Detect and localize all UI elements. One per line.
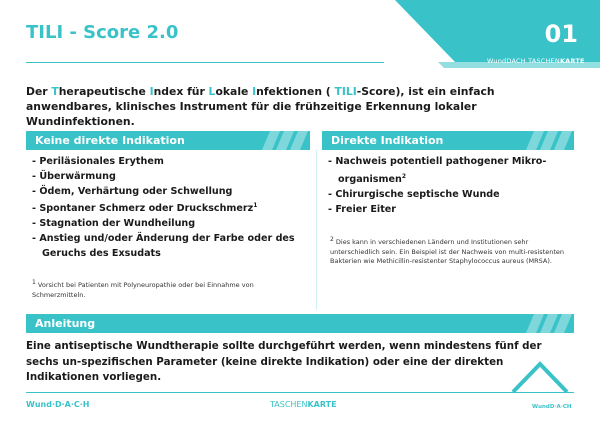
list-item: - Stagnation der Wundheilung — [32, 218, 196, 230]
guidance-text: Eine antiseptische Wundtherapie sollte durchgeführt werden, wenn mindestens fünf der sechs un-spezifischen Parameter (keine direkte Indikation) oder eine der direkten Indikationen vorliegen. — [26, 340, 542, 383]
section-heading-direct-indication: Direkte Indikation — [322, 131, 574, 150]
footer-divider — [26, 392, 574, 393]
list-item: - Freier Eiter — [328, 203, 397, 215]
list-item: - Spontaner Schmerz oder Druckschmerz$^1$ — [32, 202, 258, 215]
no-direct-indication-list — [32, 155, 302, 262]
intro-paragraph: Der Therapeutische Index für Lokale Infektionen ( TILI-Score), ist ein einfach anwendbares, klinisches Instrument für die frühzeitige Erkennung lokaler Wundinfektionen. — [26, 85, 495, 128]
title-divider — [26, 62, 384, 63]
direct-indication-list — [328, 155, 573, 217]
footnote-2: $^2$ Dies kann in verschiedenen Ländern und Institutionen sehr unterschiedlich sein. Ein Beispiel ist der Nachweis von multi-resistenten Bakterien wie Methicillin-resistenter Staphylococcus aureus (MRSA). — [330, 236, 565, 266]
list-item: - Überwärmung — [32, 170, 116, 182]
stripe-decoration — [514, 131, 574, 150]
card-number: 01 — [544, 20, 578, 48]
section-heading-guidance: Anleitung — [26, 314, 574, 333]
footer-brand: Wund·D·A·C·H — [26, 400, 90, 409]
footer-card-type: TASCHENKARTE — [270, 400, 337, 409]
stripe-decoration — [514, 314, 574, 333]
corner-label: WundDACH TASCHENKARTE — [487, 57, 585, 65]
section-heading-no-direct-indication: Keine direkte Indikation — [26, 131, 310, 150]
list-item: - Chirurgische septische Wunde — [328, 188, 500, 200]
footer-logo-text: WundD·A·CH — [532, 404, 572, 410]
list-item: - Ödem, Verhärtung oder Schwellung — [32, 185, 233, 197]
list-item: - Nachweis potentiell pathogener Mikro-organismen$^2$ — [328, 156, 547, 185]
column-divider — [316, 150, 317, 310]
page-title: TILI - Score 2.0 — [26, 22, 179, 43]
chevron-logo-icon — [505, 358, 575, 394]
footnote-1: $^1$ Vorsicht bei Patienten mit Polyneuropathie oder bei Einnahme von Schmerzmitteln. — [32, 279, 254, 299]
list-item: - Anstieg und/oder Änderung der Farbe oder des Geruchs des Exsudats — [32, 233, 295, 259]
stripe-decoration — [250, 131, 310, 150]
list-item: - Periläsionales Erythem — [32, 156, 164, 167]
